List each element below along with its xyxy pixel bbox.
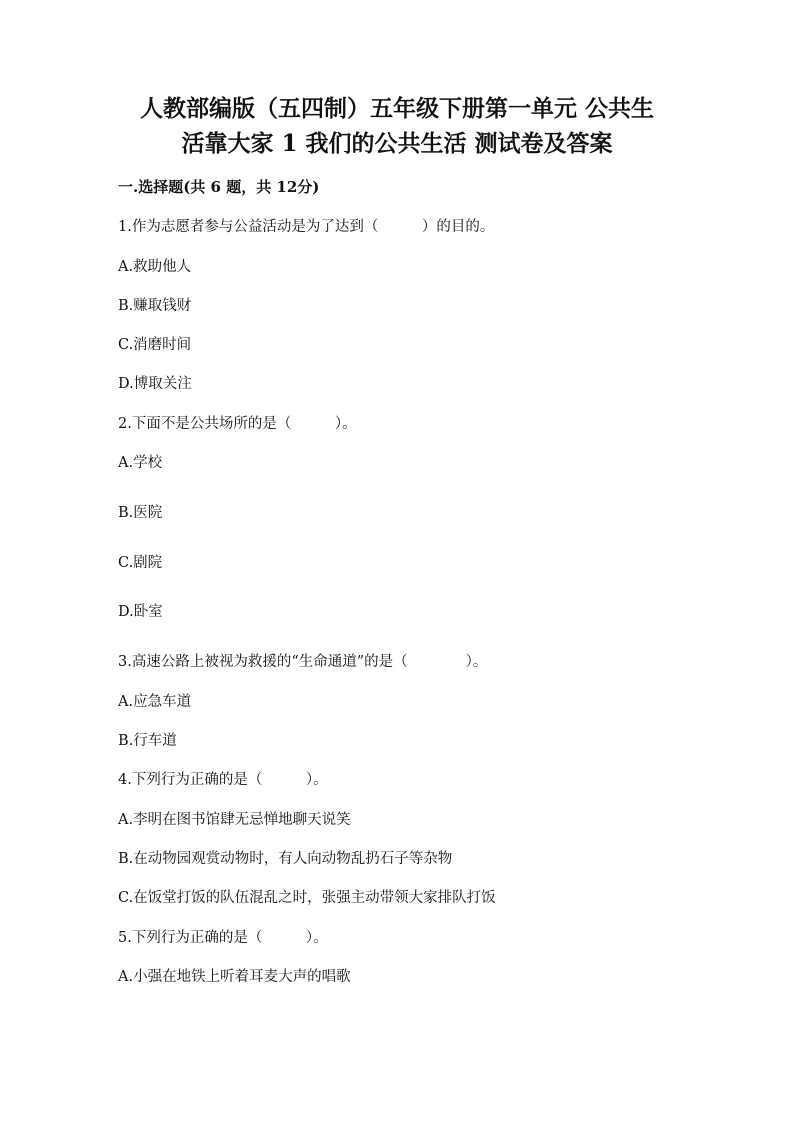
question-4-option-c: C.在饭堂打饭的队伍混乱之时，张强主动带领大家排队打饭 [118,890,496,906]
section-heading: 一.选择题(共 6 题，共 12分) [118,178,320,196]
question-5-stem: 5.下列行为正确的是（ ）。 [118,930,328,946]
question-1-option-a: A.救助他人 [118,259,192,275]
question-2-option-d: D.卧室 [118,604,163,620]
question-3-stem: 3.高速公路上被视为救援的“生命通道”的是（ ）。 [118,654,488,670]
document-title-line-1: 人教部编版（五四制）五年级下册第一单元 公共生 [139,95,654,122]
question-1-stem: 1.作为志愿者参与公益活动是为了达到（ ）的目的。 [118,219,495,235]
question-2-option-a: A.学校 [118,455,163,471]
question-4-option-a: A.李明在图书馆肆无忌惮地聊天说笑 [118,812,351,828]
question-4-option-b: B.在动物园观赏动物时，有人向动物乱扔石子等杂物 [118,851,453,867]
question-3-option-a: A.应急车道 [118,694,192,710]
question-1-option-c: C.消磨时间 [118,337,192,353]
question-3-option-b: B.行车道 [118,733,177,749]
question-5-option-a: A.小强在地铁上听着耳麦大声的唱歌 [118,969,351,985]
question-4-stem: 4.下列行为正确的是（ ）。 [118,772,328,788]
question-2-stem: 2.下面不是公共场所的是（ ）。 [118,416,357,432]
document-title-line-2: 活靠大家 1 我们的公共生活 测试卷及答案 [181,130,613,157]
question-2-option-c: C.剧院 [118,555,163,571]
question-1-option-d: D.博取关注 [118,376,192,392]
question-2-option-b: B.医院 [118,505,163,521]
question-1-option-b: B.赚取钱财 [118,298,192,314]
